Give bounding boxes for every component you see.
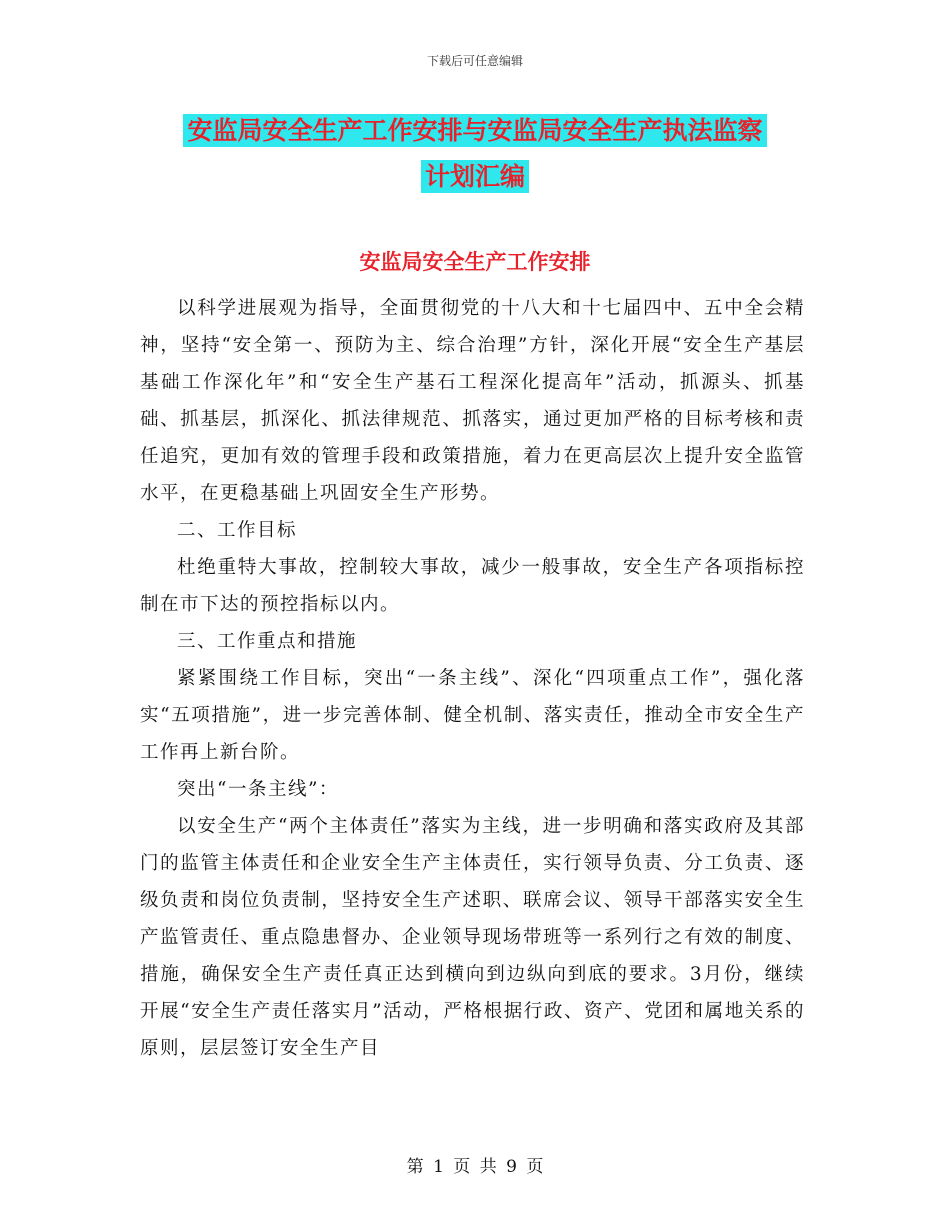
heading-main-line: 突出“一条主线”：: [177, 779, 339, 800]
section-title: 安监局安全生产工作安排: [359, 250, 591, 274]
heading-work-goals: 二、工作目标: [177, 520, 298, 541]
heading-key-measures: 三、工作重点和措施: [177, 631, 358, 652]
page-number: 第 1 页 共 9 页: [406, 1157, 544, 1177]
document-title-line1: 安监局安全生产工作安排与安监局安全生产执法监察: [183, 114, 766, 147]
paragraph-goals: 杜绝重特大事故，控制较大事故，减少一般事故，安全生产各项指标控制在市下达的预控指标以内。: [140, 557, 805, 615]
header-note: 下载后可任意编辑: [426, 54, 523, 68]
paragraph-main-line: 以安全生产“两个主体责任”落实为主线，进一步明确和落实政府及其部门的监管主体责任和企业安全生产主体责任，实行领导负责、分工负责、逐级负责和岗位负责制，坚持安全生产述职、联席会议、领导干部落实安全生产监管责任、重点隐患督办、企业领导现场带班等一系列行之有效的制度、措施，确保安全生产责任真正达到横向到边纵向到底的要求。3月份，继续开展“安全生产责任落实月”活动，严格根据行政、资产、党团和属地关系的原则，层层签订安全生产目: [140, 816, 805, 1059]
document-title: [140, 108, 810, 200]
document-title-line2: 计划汇编: [421, 160, 529, 193]
paragraph-measures: 紧紧围绕工作目标，突出“一条主线”、深化“四项重点工作”，强化落实“五项措施”，进一步完善体制、健全机制、落实责任，推动全市安全生产工作再上新台阶。: [140, 668, 805, 763]
document-body: [140, 290, 805, 1067]
paragraph-intro: 以科学进展观为指导，全面贯彻党的十八大和十七届四中、五中全会精神，坚持“安全第一、预防为主、综合治理”方针，深化开展“安全生产基层基础工作深化年”和“安全生产基石工程深化提高年”活动，抓源头、抓基础、抓基层，抓深化、抓法律规范、抓落实，通过更加严格的目标考核和责任追究，更加有效的管理手段和政策措施，着力在更高层次上提升安全监管水平，在更稳基础上巩固安全生产形势。: [140, 298, 805, 504]
